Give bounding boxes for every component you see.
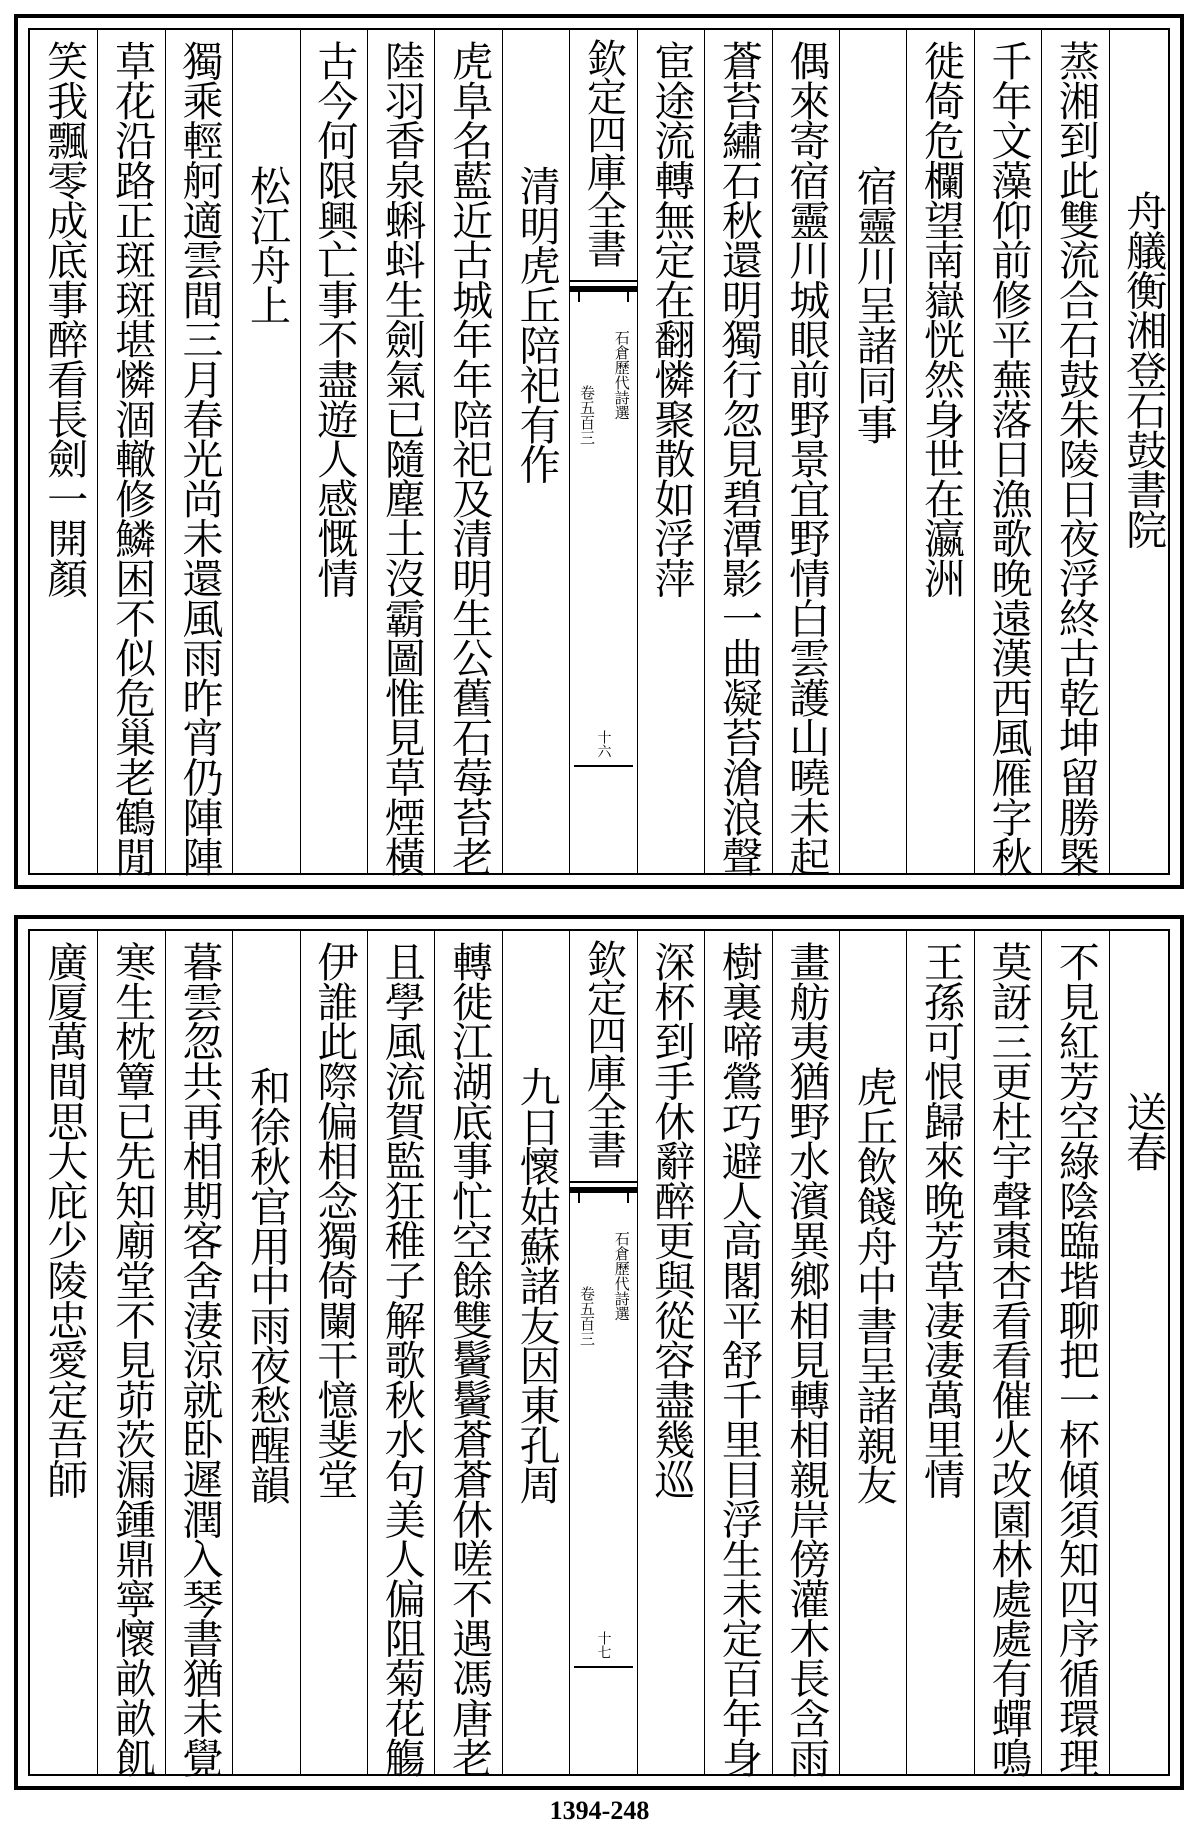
verse-line: 王孫可恨歸來晚芳草凄凄萬里情 xyxy=(917,941,966,1499)
fish-tail-mark xyxy=(570,280,636,292)
verse-column xyxy=(367,931,434,1777)
verse-line: 且學風流賀監狂稚子解歌秋水句美人偏阻菊花觴 xyxy=(377,941,426,1777)
verse-column xyxy=(97,931,164,1777)
verse-column xyxy=(974,30,1041,876)
top-page-columns xyxy=(28,28,1170,875)
book-title: 欽定四庫全書 xyxy=(580,38,627,266)
poem-title: 清明虎丘陪祀有作 xyxy=(512,165,561,484)
verse-line: 笑我飄零成底事醉看長劍一開顏 xyxy=(40,40,89,598)
page-number: 十六 xyxy=(595,730,612,758)
verse-line: 陸羽香泉蝌蚪生劍氣已隨塵土沒霸圖惟見草煙橫 xyxy=(377,40,426,876)
verse-line: 廣厦萬間思大庇少陵忠愛定吾師 xyxy=(40,941,89,1499)
verse-line: 樹裏啼鶯巧避人高閣平舒千里目浮生未定百年身 xyxy=(714,941,763,1777)
verse-line: 深杯到手休辭醉更與從容盡幾巡 xyxy=(647,941,696,1499)
poem-title: 宿靈川呈諸同事 xyxy=(849,165,898,444)
fish-tail-mark xyxy=(570,1181,636,1193)
collection-name: 石倉歷代詩選 xyxy=(612,330,631,420)
verse-line: 莫訝三更杜宇聲棗杏看看催火改園林處處有蟬鳴 xyxy=(984,941,1033,1777)
book-title: 欽定四庫全書 xyxy=(580,939,627,1167)
verse-line: 草花沿路正斑斑堪憐涸轍修鱗困不似危巢老鶴閒 xyxy=(108,40,157,876)
verse-line: 伊誰此際偏相念獨倚闌干憶斐堂 xyxy=(310,941,359,1499)
verse-column xyxy=(906,30,973,873)
verse-line: 千年文藻仰前修平蕪落日漁歌晚遠漢西風雁字秋 xyxy=(984,40,1033,876)
banner-rule xyxy=(574,1666,632,1668)
poem-title: 松江舟上 xyxy=(242,165,291,325)
poem-title: 虎丘飲餞舟中書呈諸親友 xyxy=(849,1066,898,1504)
verse-column xyxy=(434,30,501,876)
fish-tail-mark-lower xyxy=(578,292,628,302)
verse-line: 獨乘輕舸適雲間三月春光尚未還風雨昨宵仍陣陣 xyxy=(175,40,224,876)
verse-line: 宦途流轉無定在翻憐聚散如浮萍 xyxy=(647,40,696,598)
poem-title: 九日懷姑蘇諸友因東孔周 xyxy=(512,1066,561,1504)
verse-column xyxy=(772,931,839,1777)
verse-line: 轉徙江湖底事忙空餘雙鬢鬢蒼蒼休嗟不遇馮唐老 xyxy=(445,941,494,1777)
poem-title-column xyxy=(1109,30,1176,873)
poem-title: 舟艤衡湘登石鼓書院 xyxy=(1119,190,1168,549)
verse-line: 暮雲忽共再相期客舍淒涼就卧遲潤入琴書猶未覺 xyxy=(175,941,224,1777)
center-banner xyxy=(569,931,636,1774)
verse-column xyxy=(704,30,771,876)
verse-line: 偶來寄宿靈川城眼前野景宜野情白雲護山曉未起 xyxy=(782,40,831,876)
verse-column xyxy=(97,30,164,876)
poem-title-column xyxy=(502,931,569,1774)
bottom-page-frame xyxy=(14,915,1184,1790)
poem-title-column xyxy=(839,931,906,1774)
banner-rule xyxy=(574,765,632,767)
banner-block xyxy=(570,931,636,1774)
verse-column xyxy=(772,30,839,876)
verse-column xyxy=(704,931,771,1777)
verse-line: 蒼苔繡石秋還明獨行忽見碧潭影一曲凝苔滄浪聲 xyxy=(714,40,763,876)
top-page-frame xyxy=(14,14,1184,889)
verse-column xyxy=(30,30,97,873)
poem-title-column xyxy=(232,931,299,1774)
verse-column xyxy=(906,931,973,1774)
fish-tail-mark-lower xyxy=(578,1193,628,1203)
verse-column xyxy=(300,30,367,873)
verse-column xyxy=(165,30,232,876)
bottom-page-columns xyxy=(28,929,1170,1776)
verse-column xyxy=(974,931,1041,1777)
poem-title-column xyxy=(232,30,299,873)
verse-column xyxy=(367,30,434,876)
poem-title: 送春 xyxy=(1119,1091,1168,1171)
verse-column xyxy=(434,931,501,1777)
verse-column xyxy=(1041,30,1108,876)
verse-line: 蒸湘到此雙流合石鼓朱陵日夜浮終古乾坤留勝槩 xyxy=(1051,40,1100,876)
center-banner xyxy=(569,30,636,873)
verse-line: 畫舫夷猶野水濱異鄉相見轉相親岸傍灌木長含雨 xyxy=(782,941,831,1777)
collection-name: 石倉歷代詩選 xyxy=(612,1231,631,1321)
verse-column xyxy=(637,30,704,873)
verse-line: 古今何限興亡事不盡遊人感慨情 xyxy=(310,40,359,598)
volume-number: 卷五百三 xyxy=(578,385,597,445)
poem-title-column xyxy=(1109,931,1176,1774)
verse-column xyxy=(165,931,232,1777)
poem-title-column xyxy=(839,30,906,873)
verse-line: 虎阜名藍近古城年年陪祀及清明生公舊石莓苔老 xyxy=(445,40,494,876)
verse-column xyxy=(30,931,97,1774)
verse-column xyxy=(1041,931,1108,1777)
footer-code: 1394-248 xyxy=(549,1796,650,1825)
verse-line: 不見紅芳空綠陰臨堦聊把一杯傾須知四序循環理 xyxy=(1051,941,1100,1777)
verse-column xyxy=(637,931,704,1774)
banner-block xyxy=(570,30,636,873)
poem-title: 和徐秋官用中雨夜愁醒韻 xyxy=(242,1066,291,1504)
verse-column xyxy=(300,931,367,1774)
page-number: 十七 xyxy=(595,1631,612,1659)
volume-number: 卷五百三 xyxy=(578,1286,597,1346)
verse-line: 徙倚危欄望南嶽恍然身世在瀛洲 xyxy=(917,40,966,598)
poem-title-column xyxy=(502,30,569,873)
verse-line: 寒生枕簟已先知廟堂不見茆茨漏鍾鼎寧懷畝畝飢 xyxy=(108,941,157,1777)
